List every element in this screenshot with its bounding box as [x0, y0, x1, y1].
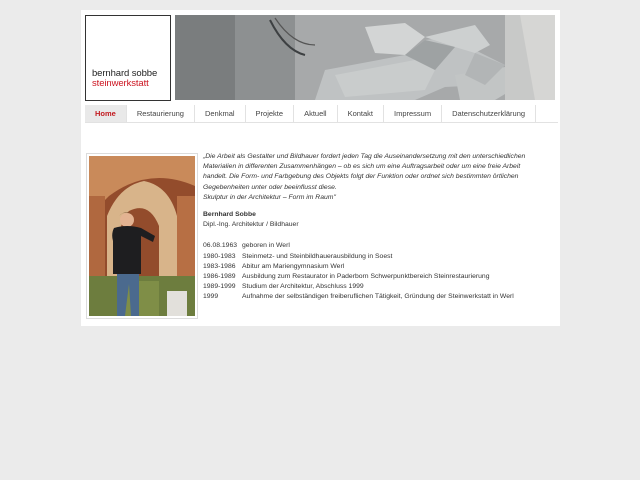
stone-cross-sculpture-photo [175, 15, 555, 100]
logo-name: bernhard sobbe [92, 68, 158, 79]
logo-subtitle: steinwerkstatt [92, 78, 149, 89]
cv-date: 1980-1983 [203, 252, 236, 260]
cv-text: Steinmetz- und Steinbildhauerausbildung in Soest [242, 252, 393, 260]
site-logo[interactable] [85, 15, 171, 101]
cv-list [203, 241, 555, 302]
nav-impressum[interactable]: Impressum [384, 105, 442, 122]
main-content [203, 152, 555, 303]
intro-quote: „Die Arbeit als Gestalter und Bildhauer fordert jeden Tag die Auseinandersetzung mit den unterschiedlichen Materialien in differenten Zusammenhängen – ob es sich um eine Auftragsarbeit oder um eine freie Arbeit handelt. Die Form- und Farbgebung des Objekts folgt der Funktion oder ordnet sich bestimmten örtlichen Gegebenheiten unter oder beeinflusst diese. Skulptur in der Architektur – Form im Raum" [203, 153, 526, 201]
cv-date: 06.08.1963 [203, 242, 238, 250]
profile-name: Bernhard Sobbe [203, 211, 256, 219]
cv-text: geboren in Werl [242, 242, 290, 250]
cv-row [203, 292, 555, 302]
nav-restaurierung[interactable]: Restaurierung [127, 105, 195, 122]
cv-row [203, 272, 555, 282]
nav-projekte[interactable]: Projekte [246, 105, 295, 122]
portrait-photo [89, 156, 195, 316]
portrait-photo-frame [86, 153, 198, 319]
page-container [81, 10, 560, 326]
nav-home[interactable]: Home [85, 105, 127, 122]
cv-date: 1999 [203, 293, 219, 301]
nav-aktuell[interactable]: Aktuell [294, 105, 338, 122]
header-banner-image [175, 15, 555, 100]
nav-datenschutz[interactable]: Datenschutzerklärung [442, 105, 536, 122]
cv-row [203, 262, 555, 272]
cv-row [203, 282, 555, 292]
nav-denkmal[interactable]: Denkmal [195, 105, 246, 122]
cv-text: Studium der Architektur, Abschluss 1999 [242, 283, 364, 291]
cv-text: Abitur am Mariengymnasium Werl [242, 262, 345, 270]
main-navigation [85, 105, 558, 123]
cv-date: 1986-1989 [203, 273, 236, 281]
cv-text: Aufnahme der selbständigen freiberuflichen Tätigkeit, Gründung der Steinwerkstatt in Werl [242, 293, 514, 301]
cv-row [203, 241, 555, 251]
profile-title: Dipl.-Ing. Architektur / Bildhauer [203, 221, 299, 229]
cv-date: 1989-1999 [203, 283, 236, 291]
cv-row [203, 252, 555, 262]
cv-text: Ausbildung zum Restaurator in Paderborn Schwerpunktbereich Steinrestaurierung [242, 273, 490, 281]
nav-kontakt[interactable]: Kontakt [338, 105, 384, 122]
cv-date: 1983-1986 [203, 262, 236, 270]
